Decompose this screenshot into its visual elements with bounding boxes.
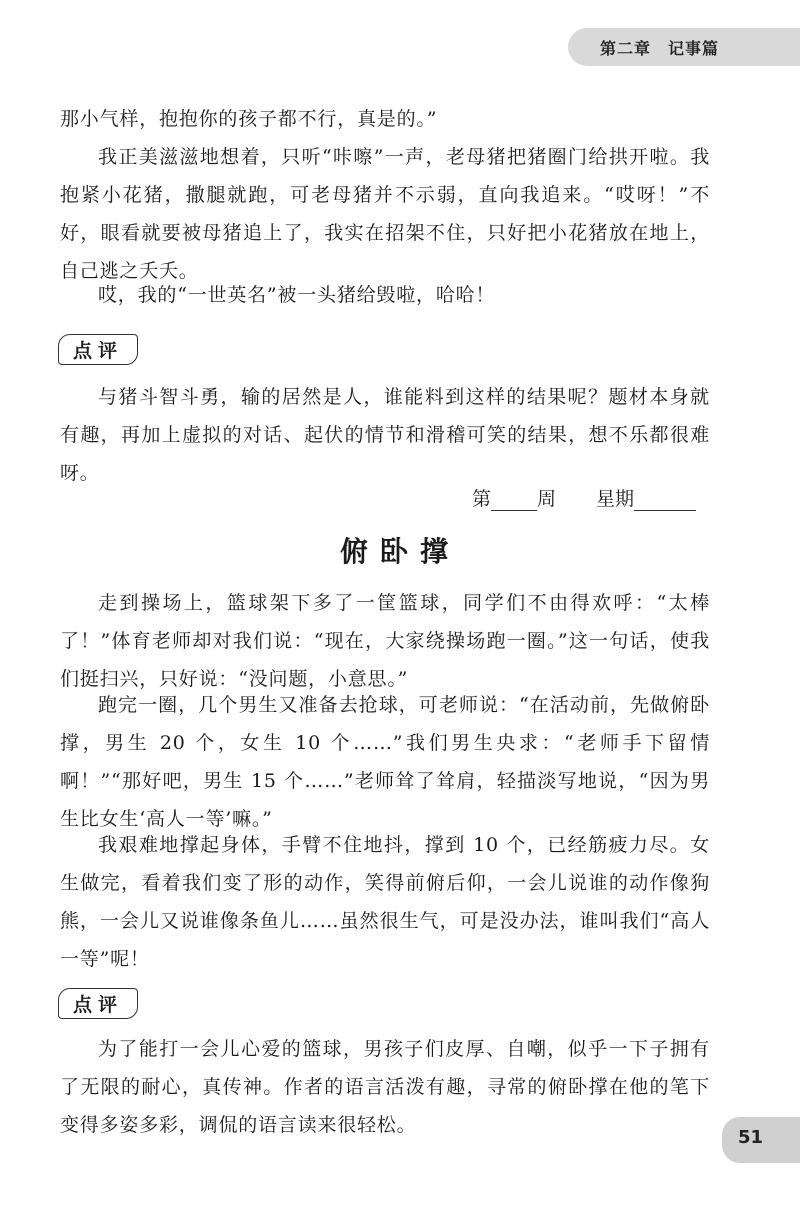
comment-2: 为了能打一会儿心爱的篮球，男孩子们皮厚、自嘲，似乎一下子拥有了无限的耐心，真传神。作者的语言活泼有趣，寻常的俯卧撑在他的笔下变得多姿多彩，调侃的语言读来很轻松。 [60, 1038, 710, 1136]
story2-paragraph-3: 我艰难地撑起身体，手臂不住地抖，撑到 10 个，已经筋疲力尽。女生做完，看着我们变了形的动作，笑得前俯后仰，一会儿说谁的动作像狗熊，一会儿又说谁像条鱼儿……虽然很生气，可是没办法，谁叫我们“高人一等”呢！ [60, 834, 710, 970]
comment-1: 与猪斗智斗勇，输的居然是人，谁能料到这样的结果呢？题材本身就有趣，再加上虚拟的对话、起伏的情节和滑稽可笑的结果，想不乐都很难呀。 [60, 386, 710, 484]
week-mid: 周 [537, 488, 557, 510]
story1-paragraph-2: 我正美滋滋地想着，只听“咔嚓”一声，老母猪把猪圈门给拱开啦。我抱紧小花猪，撒腿就跑，可老母猪并不示弱，直向我追来。“哎呀！”不好，眼看就要被母猪追上了，我实在招架不住，只好把小花猪放在地上，自己逃之夭夭。 [60, 146, 710, 282]
weekday-blank [634, 488, 696, 511]
story2-paragraph-2: 跑完一圈，几个男生又准备去抢球，可老师说：“在活动前，先做俯卧撑，男生 20 个，女生 10 个……”我们男生央求：“老师手下留情啊！”“那好吧，男生 15 个……”老师耸了耸肩，轻描淡写地说，“因为男生比女生‘高人一等’嘛。” [60, 694, 710, 830]
week-line [472, 484, 696, 511]
story2-paragraph-1: 走到操场上，篮球架下多了一筐篮球，同学们不由得欢呼：“太棒了！”体育老师却对我们说：“现在，大家绕操场跑一圈。”这一句话，使我们挺扫兴，只好说：“没问题，小意思。” [60, 592, 710, 690]
weekday-label: 星期 [596, 488, 635, 510]
story1-paragraph-1: 那小气样，抱抱你的孩子都不行，真是的。” [60, 108, 438, 130]
page-number: 51 [738, 1127, 764, 1148]
chapter-header: 第二章 记事篇 [600, 39, 720, 58]
story2-title: 俯卧撑 [339, 535, 460, 568]
week-prefix: 第 [472, 488, 492, 510]
comment-label-1: 点评 [58, 334, 138, 365]
comment-label-2: 点评 [58, 988, 138, 1019]
story1-paragraph-3: 哎，我的“一世英名”被一头猪给毁啦，哈哈！ [98, 284, 496, 306]
week-number-blank [491, 488, 537, 511]
